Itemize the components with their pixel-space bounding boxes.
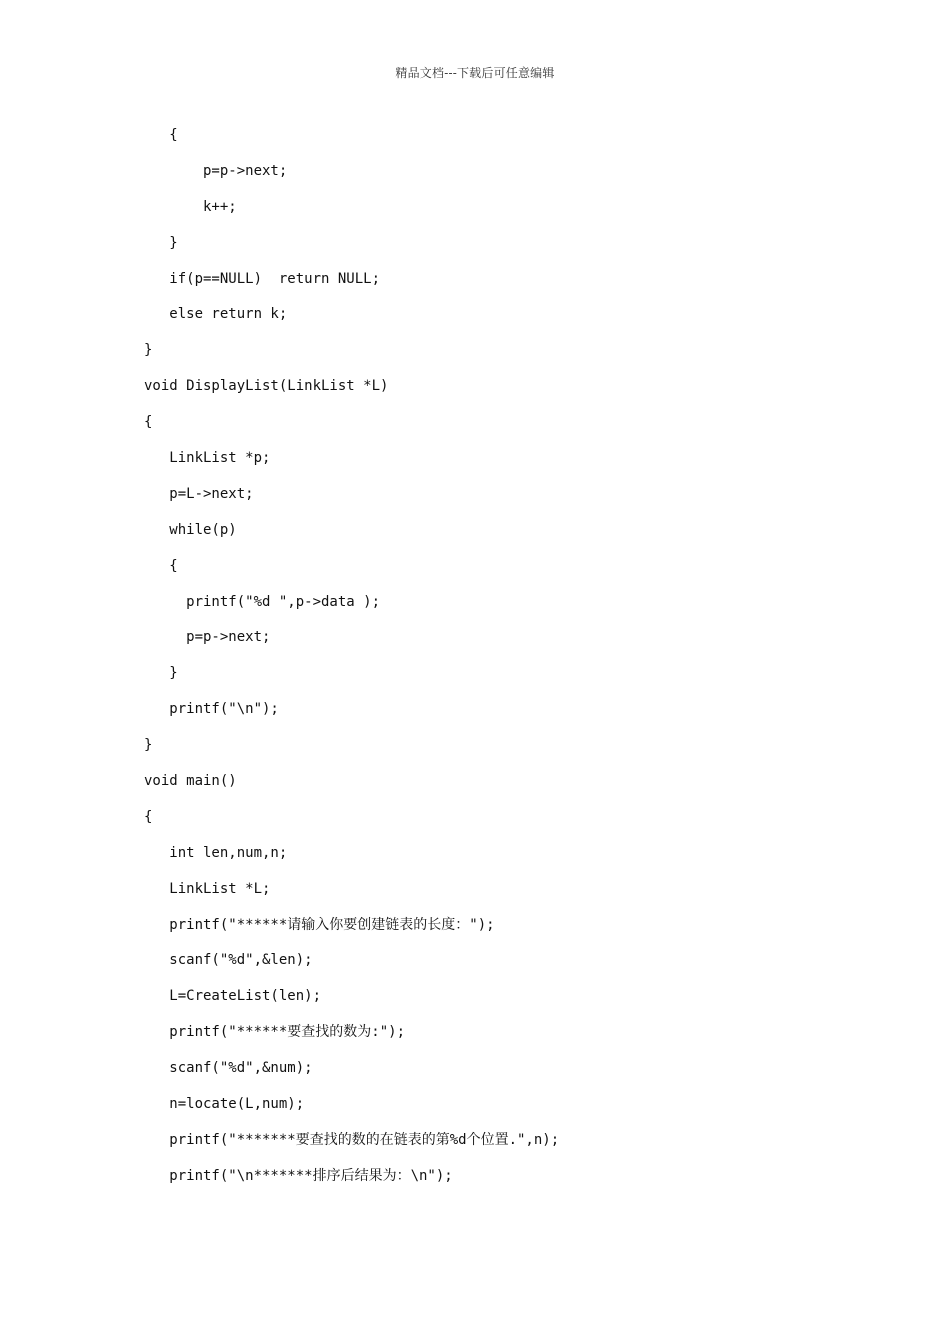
code-line: n=locate(L,num); bbox=[144, 1096, 305, 1113]
code-line: int len,num,n; bbox=[144, 844, 288, 861]
code-line: printf("\n*******排序后结果为：\n"); bbox=[144, 1167, 453, 1184]
code-line: printf("%d ",p->data ); bbox=[144, 593, 381, 610]
code-line: LinkList *p; bbox=[144, 450, 271, 467]
code-line: else return k; bbox=[144, 306, 288, 323]
code-line: void main() bbox=[144, 773, 237, 790]
code-line: } bbox=[144, 665, 178, 682]
code-line: printf("\n"); bbox=[144, 701, 279, 718]
page-header: 精品文档---下载后可任意编辑 bbox=[395, 66, 555, 80]
code-line: void DisplayList(LinkList *L) bbox=[144, 378, 389, 395]
code-line: if(p==NULL) return NULL; bbox=[144, 270, 381, 287]
code-block bbox=[144, 118, 904, 1195]
code-line: printf("*******要查找的数的在链表的第%d个位置.",n); bbox=[144, 1131, 560, 1148]
code-line: p=p->next; bbox=[144, 162, 288, 179]
code-line: scanf("%d",&num); bbox=[144, 1060, 313, 1077]
code-line: k++; bbox=[144, 198, 237, 215]
code-line: printf("******要查找的数为:"); bbox=[144, 1024, 406, 1041]
code-line: printf("******请输入你要创建链表的长度："); bbox=[144, 916, 495, 933]
code-line: } bbox=[144, 737, 153, 754]
code-line: p=L->next; bbox=[144, 485, 254, 502]
code-line: { bbox=[144, 808, 153, 825]
code-line: LinkList *L; bbox=[144, 880, 271, 897]
code-line: { bbox=[144, 557, 178, 574]
code-line: } bbox=[144, 342, 153, 359]
code-line: while(p) bbox=[144, 521, 237, 538]
code-line: scanf("%d",&len); bbox=[144, 952, 313, 969]
code-line: { bbox=[144, 414, 153, 431]
code-line: } bbox=[144, 234, 178, 251]
code-line: L=CreateList(len); bbox=[144, 988, 322, 1005]
code-line: p=p->next; bbox=[144, 629, 271, 646]
code-line: { bbox=[144, 127, 178, 143]
